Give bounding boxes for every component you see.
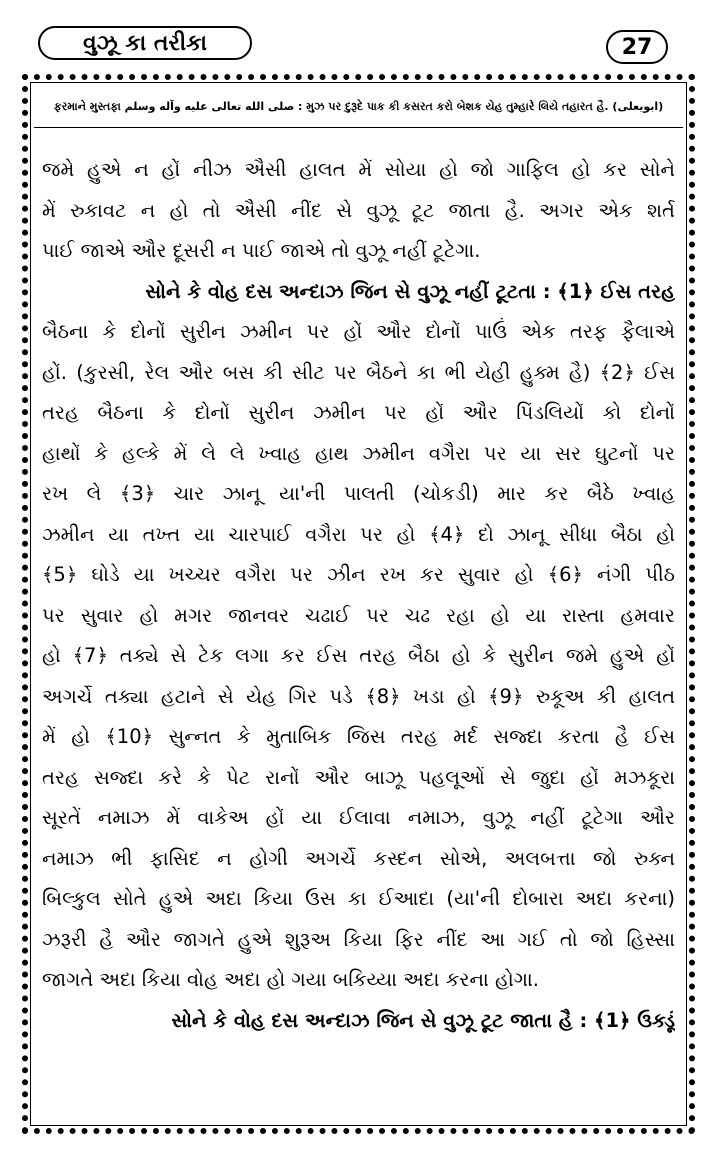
- text-line: તરહ સજ્દા કરે કે પેટ રાનોં ઔર બાઝૂ પહલૂઓં સે જુદા હોં મઝકૂરા: [42, 765, 675, 789]
- page-number: 27: [606, 30, 668, 64]
- text-line: મેં રુકાવટ ન હો તો ઐસી નીંદ સે વુઝૂ ટૂટ જાતા હૈ. અગર એક શર્ત: [42, 198, 675, 222]
- text-line: અગર્ચે તક્યા હટાને સે યેહ ગિર પડે ﴾8﴿ ખડા હો ﴾9﴿ રુકૂઅ કી હાલત: [42, 684, 675, 708]
- text-line: ઝમીન યા તખ્ત યા ચારપાઈ વગૈરા પર હો ﴾4﴿ દો ઝાનૂ સીધા બૈઠા હો: [42, 522, 675, 546]
- section-heading-line: સોને કે વોહ દસ અન્દાઝ જિન સે વુઝૂ ટૂટ જાતા હૈ : ﴾1﴿ ઉક્ડૂં: [171, 1008, 675, 1032]
- text-line: પર સુવાર હો મગર જાનવર ચઢાઈ પર ચઢ રહા હો યા રાસ્તા હમવાર: [42, 603, 675, 627]
- text-line: હાથોં કે હલ્કે મેં લે લે ખ્વાહ હાથ ઝમીન વગૈરા પર યા સર ઘુટનોં પર: [42, 441, 675, 465]
- text-line: હોં. (કુરસી, રેલ ઔર બસ કી સીટ પર બૈઠને કા ભી યેહી હુક્મ હૈ) ﴾2﴿ ઈસ: [42, 360, 675, 384]
- hadith-banner: ફરમાને મુસ્તફા صلى الله تعالى عليه وآله وسلم : મુઝ પર દુરૂદે પાક કી કસરત કરો બેશક યેહ તુમ્હારે લિયે તહારત હૈ. (ابویعلی): [34, 86, 683, 128]
- text-line: ઝરૂરી હૈ ઔર જાગતે હુએ શુરૂઅ કિયા ફિર નીંદ આ ગઈ તો જો હિસ્સા: [42, 927, 675, 951]
- section-heading-line: સોને કે વોહ દસ અન્દાઝ જિન સે વુઝૂ નહીં ટૂટતા : ﴾1﴿ ઈસ તરહ: [145, 279, 675, 303]
- text-line: તરહ બૈઠના કે દોનોં સુરીન ઝમીન પર હોં ઔર પિંડલિયોં કો દોનોં: [42, 401, 675, 424]
- text-line: હો ﴾7﴿ તક્યે સે ટેક લગા કર ઈસ તરહ બૈઠા હો કે સુરીન જમે હુએ હોં: [42, 644, 675, 667]
- text-line: જાગતે અદા કિયા વોહ અદા હો ગયા બકિય્યા અદા કરના હોગા.: [42, 968, 539, 991]
- text-line: બૈઠના કે દોનોં સુરીન ઝમીન પર હોં ઔર દોનોં પાઉં એક તરફ ફૈલાએ: [42, 320, 675, 343]
- text-line: બિલ્કુલ સોતે હુએ અદા કિયા ઉસ કા ઈઆદા (યા'ની દોબારા અદા કરના): [42, 887, 675, 910]
- chapter-title: વુઝૂ કા તરીકા: [38, 26, 252, 60]
- text-line: ﴾5﴿ ઘોડે યા ખચ્ચર વગૈરા પર ઝીન રખ કર સુવાર હો ﴾6﴿ નંગી પીઠ: [42, 563, 675, 586]
- text-line: મેં હો ﴾10﴿ સુન્નત કે મુતાબિક જિસ તરહ મર્દ સજ્દા કરતા હૈ ઈસ: [42, 725, 675, 748]
- text-line: નમાઝ ભી ફાસિદ ન હોગી અગર્ચે કસ્દન સોએ, અલબત્તા જો રુક્ન: [42, 846, 675, 870]
- text-line: પાઈ જાએ ઔર દૂસરી ન પાઈ જાએ તો વુઝૂ નહીં ટૂટેગા.: [42, 239, 481, 262]
- text-line: રખ લે ﴾3﴿ ચાર ઝાનૂ યા'ની પાલતી (ચોકડી) માર કર બૈઠે ખ્વાહ: [42, 482, 675, 505]
- text-line: સૂરતેં નમાઝ મેં વાકેઅ હોં યા ઈલાવા નમાઝ, વુઝૂ નહીં ટૂટેગા ઔર: [42, 806, 675, 829]
- text-line: જમે હુએ ન હોં નીઝ ઐસી હાલત મેં સોયા હો જો ગાફિલ હો કર સોને: [42, 158, 675, 181]
- body-text: [42, 150, 675, 1041]
